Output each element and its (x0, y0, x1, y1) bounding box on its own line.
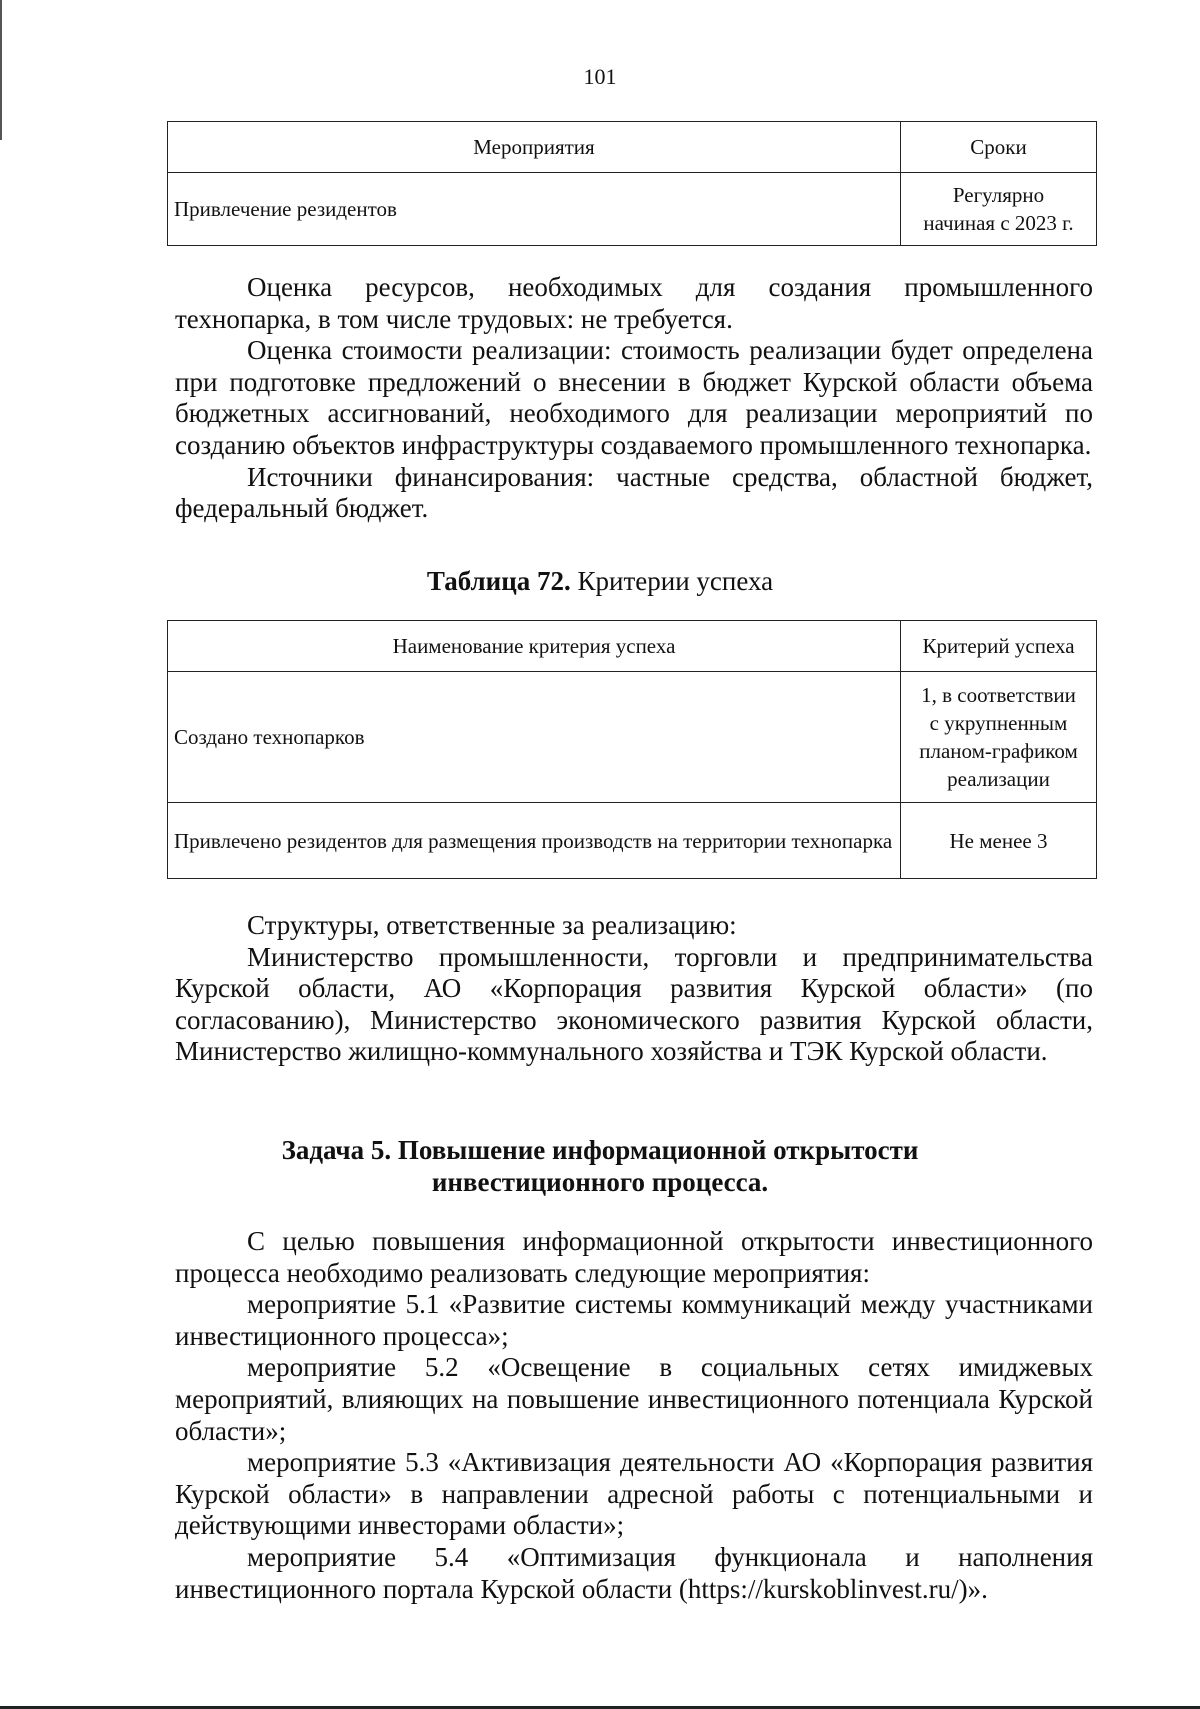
resources-section (175, 272, 1093, 525)
term-line: начиная с 2023 г. (923, 211, 1074, 235)
list-item: мероприятие 5.3 «Активизация деятельности АО «Корпорация развития Курской области» в направлении адресной работы с потенциальными и действующими инвесторами области»; (175, 1447, 1093, 1541)
criterion-cell: Не менее 3 (901, 803, 1097, 879)
table-header-row (168, 122, 1097, 173)
paragraph: Структуры, ответственные за реализацию: (247, 910, 737, 940)
heading-line: Задача 5. Повышение информационной открытости (281, 1135, 919, 1165)
list-item: мероприятие 5.1 «Развитие системы коммуникаций между участниками инвестиционного процесса»; (175, 1289, 1093, 1351)
header-criterion: Критерий успеха (901, 621, 1097, 672)
section-heading (0, 1134, 1200, 1198)
term-line: Регулярно (952, 183, 1045, 207)
tasks-section (175, 1226, 1093, 1605)
list-item: мероприятие 5.2 «Освещение в социальных сетях имиджевых мероприятий, влияющих на повышение инвестиционного потенциала Курской области»; (175, 1352, 1093, 1446)
table-header-row (168, 621, 1097, 672)
responsible-section (175, 910, 1093, 1068)
list-item: мероприятие 5.4 «Оптимизация функционала и наполнения инвестиционного портала Курской области (https://kurskoblinvest.ru/)». (175, 1541, 1093, 1604)
criterion-line: 1, в соответствии (921, 683, 1076, 707)
table-row (168, 803, 1097, 879)
criterion-line: реализации (947, 767, 1050, 791)
criterion-name-cell: Создано технопарков (168, 672, 901, 803)
table-caption (0, 566, 1200, 597)
paragraph: Министерство промышленности, торговли и предпринимательства Курской области, АО «Корпорация развития Курской области» (по согласованию), Министерство экономического развития Курской области, Министерство жилищно-коммунального хозяйства и ТЭК Курской области. (175, 941, 1093, 1067)
table-row (168, 173, 1097, 246)
heading-line: инвестиционного процесса. (431, 1167, 769, 1197)
event-cell: Привлечение резидентов (168, 173, 901, 246)
header-events: Мероприятия (168, 122, 901, 173)
paragraph: Оценка ресурсов, необходимых для создания промышленного технопарка, в том числе трудовых: не требуется. (175, 272, 1093, 334)
table-caption-title: Критерии успеха (570, 566, 774, 596)
events-table (167, 121, 1097, 246)
page-number: 101 (583, 64, 617, 89)
header-criterion-name: Наименование критерия успеха (168, 621, 901, 672)
paragraph: С целью повышения информационной открытости инвестиционного процесса необходимо реализовать следующие мероприятия: (175, 1226, 1093, 1288)
success-criteria-table (167, 620, 1097, 879)
criterion-line: с укрупненным (929, 711, 1068, 735)
term-cell (901, 173, 1097, 246)
criterion-name-cell: Привлечено резидентов для размещения производств на территории технопарка (168, 803, 901, 879)
table-row (168, 672, 1097, 803)
table-caption-number: Таблица 72. (426, 566, 571, 596)
paragraph: Оценка стоимости реализации: стоимость реализации будет определена при подготовке предложений о внесении в бюджет Курской области объема бюджетных ассигнований, необходимого для реализации мероприятий по созданию объектов инфраструктуры создаваемого промышленного технопарка. (175, 335, 1093, 460)
criterion-line: планом-графиком (919, 739, 1078, 763)
paragraph: Источники финансирования: частные средства, областной бюджет, федеральный бюджет. (175, 461, 1093, 524)
header-terms: Сроки (901, 122, 1097, 173)
criterion-cell (901, 672, 1097, 803)
